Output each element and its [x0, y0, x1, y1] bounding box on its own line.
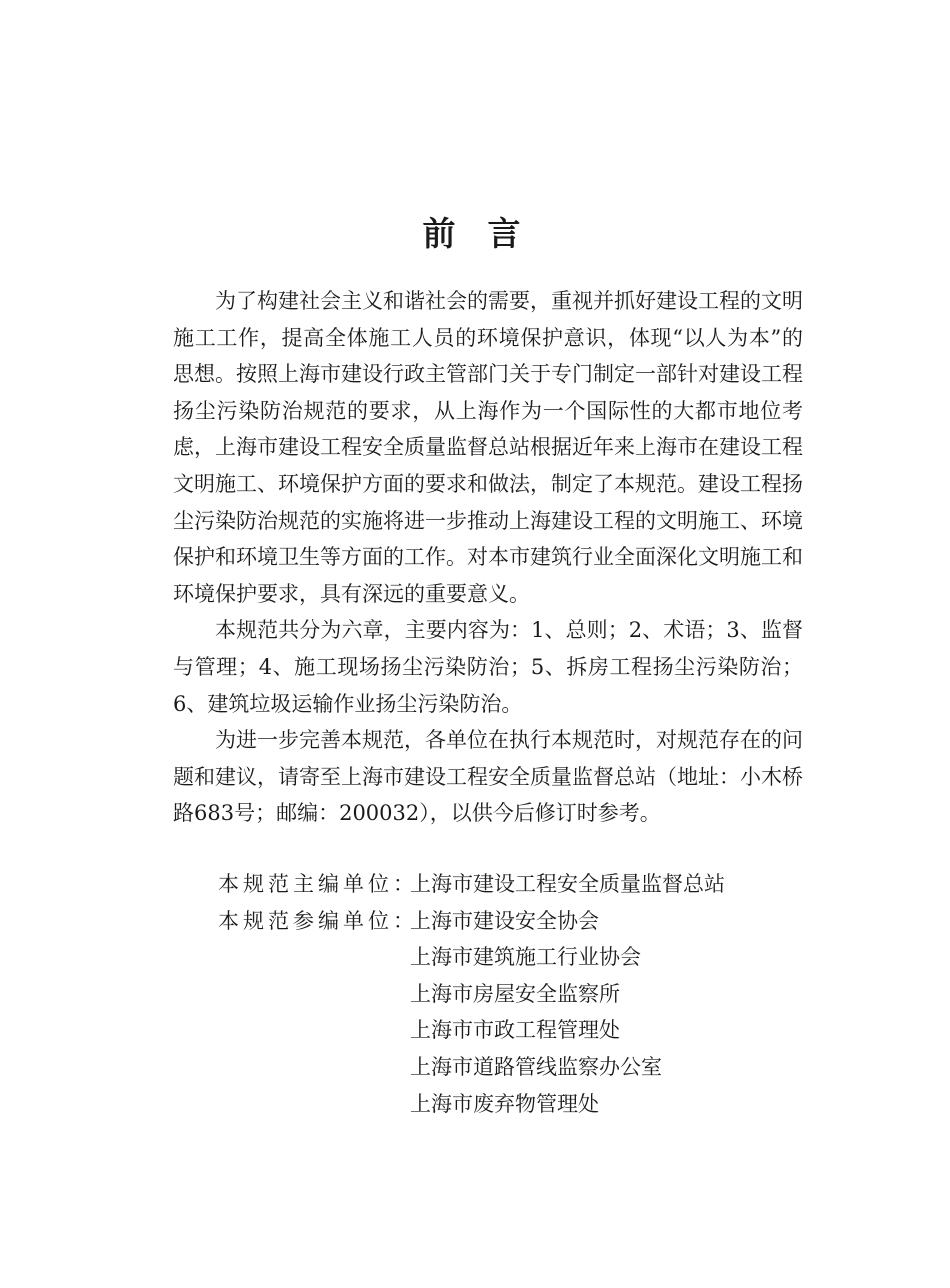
co-editor-unit: 上海市建设安全协会 [410, 908, 599, 933]
preface-body [173, 283, 803, 832]
chief-editor-row [218, 866, 725, 903]
co-editors-list [410, 903, 662, 1123]
co-editor-unit: 上海市道路管线监察办公室 [410, 1054, 662, 1079]
chief-editor-label: 本规范主编单位： [218, 872, 418, 896]
co-editors-label: 本规范参编单位： [218, 908, 418, 933]
page-title: 前言 [422, 214, 553, 253]
paragraph-2: 本规范共分为六章，主要内容为：1、总则；2、术语；3、监督与管理；4、施工现场扬尘污染防治；5、拆房工程扬尘污染防治；6、建筑垃圾运输作业扬尘污染防治。 [173, 618, 803, 716]
co-editor-unit: 上海市建筑施工行业协会 [410, 945, 641, 970]
co-editor-unit: 上海市废弃物管理处 [410, 1091, 599, 1116]
co-editor-unit: 上海市房屋安全监察所 [410, 981, 620, 1006]
paragraph-3: 为进一步完善本规范，各单位在执行本规范时，对规范存在的问题和建议，请寄至上海市建设工程安全质量监督总站（地址：小木桥路683号；邮编：200032），以供今后修订时参考。 [173, 728, 803, 826]
chief-editor-unit: 上海市建设工程安全质量监督总站 [410, 872, 725, 896]
credits-block [218, 866, 725, 1122]
paragraph-1: 为了构建社会主义和谐社会的需要，重视并抓好建设工程的文明施工工作，提高全体施工人员的环境保护意识，体现“以人为本”的思想。按照上海市建设行政主管部门关于专门制定一部针对建设工程扬尘污染防治规范的要求，从上海作为一个国际性的大都市地位考虑，上海市建设工程安全质量监督总站根据近年来上海市在建设工程文明施工、环境保护方面的要求和做法，制定了本规范。建设工程扬尘污染防治规范的实施将进一步推动上海建设工程的文明施工、环境保护和环境卫生等方面的工作。对本市建筑行业全面深化文明施工和环境保护要求，具有深远的重要意义。 [173, 289, 803, 606]
co-editors-row [218, 903, 725, 1123]
co-editor-unit: 上海市市政工程管理处 [410, 1018, 620, 1043]
